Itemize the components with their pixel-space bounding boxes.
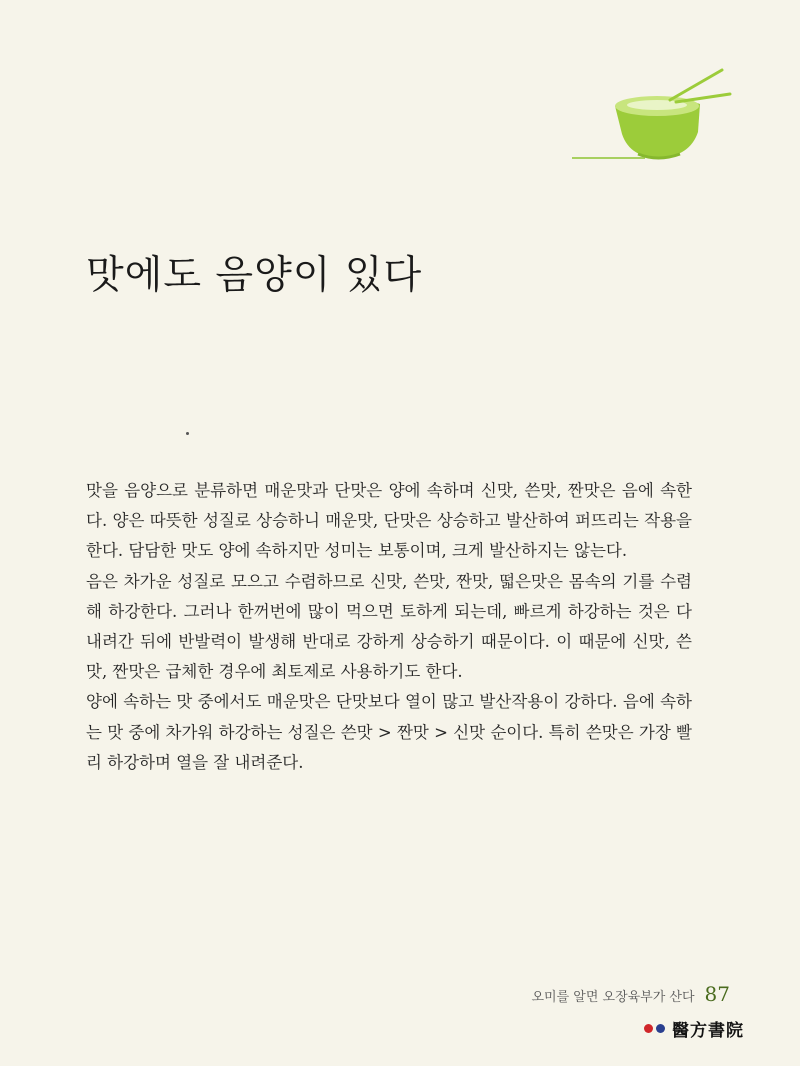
chapter-title: 맛에도 음양이 있다 [86,253,423,298]
paragraph: 양에 속하는 맛 중에서도 매운맛은 단맛보다 열이 많고 발산작용이 강하다. 음에 속하는 맛 중에 차가워 하강하는 성질은 쓴맛 > 짠맛 > 신맛 순이다. 특히 쓴맛은 가장 빨리 하강하며 열을 잘 내려준다. [86,692,692,772]
paragraph: 음은 차가운 성질로 모으고 수렴하므로 신맛, 쓴맛, 짠맛, 떫은맛은 몸속의 기를 수렴해 하강한다. 그러나 한꺼번에 많이 먹으면 토하게 되는데, 빠르게 하강하는 것은 다 내려간 뒤에 반발력이 발생해 반대로 강하게 상승하기 때문이다. 이 때문에 신맛, 쓴맛, 짠맛은 급체한 경우에 최토제로 사용하기도 한다. [86,571,692,682]
publisher-name: 醫方書院 [672,1021,744,1041]
page-number: 87 [704,982,730,1006]
print-speck [186,432,189,435]
running-title: 오미를 알면 오장육부가 산다 [531,990,695,1005]
logo-dot-blue [656,1024,665,1033]
paragraph: 맛을 음양으로 분류하면 매운맛과 단맛은 양에 속하며 신맛, 쓴맛, 짠맛은 음에 속한다. 양은 따뜻한 성질로 상승하니 매운맛, 단맛은 상승하고 발산하여 퍼뜨리는 작용을 한다. 담담한 맛도 양에 속하지만 성미는 보통이며, 크게 발산하지는 않는다. [86,481,692,561]
publisher-logo [644,1016,744,1041]
logo-dot-red [644,1024,653,1033]
page-footer [531,982,730,1006]
bowl-with-chopsticks-icon [560,58,740,168]
body-text [86,476,692,778]
